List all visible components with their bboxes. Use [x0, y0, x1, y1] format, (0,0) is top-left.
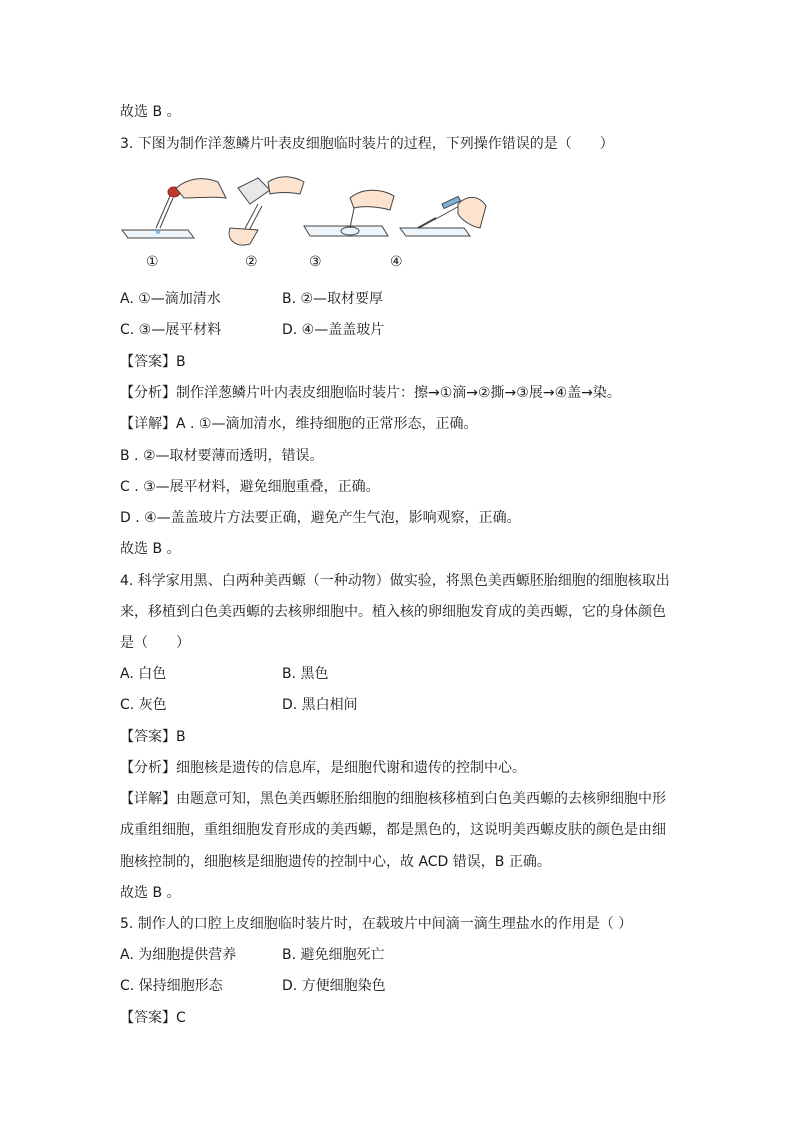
q3-option-d: D. ④—盖盖玻片 — [282, 322, 385, 338]
q5-stem: 5. 制作人的口腔上皮细胞临时装片时，在载玻片中间滴一滴生理盐水的作用是（ ） — [120, 916, 633, 932]
step2-forceps-drawing — [229, 177, 304, 245]
q4-option-c: C. 灰色 — [120, 697, 167, 713]
q3-option-b: B. ②—取材要厚 — [282, 291, 384, 307]
figure-label-4: ④ — [390, 254, 403, 270]
q3-option-a: A. ①—滴加清水 — [120, 291, 221, 307]
q4-stem-line: 4. 科学家用黑、白两种美西螈（一种动物）做实验，将黑色美西螈胚胎细胞的细胞核取出 — [120, 573, 670, 589]
q4-detail-line: 成重组细胞，重组细胞发育形成的美西螈，都是黑色的，这说明美西螈皮肤的颜色是由细 — [120, 822, 666, 838]
q3-detail-line: C . ③—展平材料，避免细胞重叠，正确。 — [120, 479, 380, 495]
step4-coverslip-drawing — [400, 196, 486, 236]
q4-conclusion: 故选 B 。 — [120, 885, 181, 901]
q4-detail-line: 胞核控制的，细胞核是细胞遗传的控制中心，故 ACD 错误，B 正确。 — [120, 854, 551, 870]
q4-option-b: B. 黑色 — [282, 666, 329, 682]
figure-label-3: ③ — [309, 254, 322, 270]
q3-analysis: 【分析】制作洋葱鳞片叶内表皮细胞临时装片：擦→①滴→②撕→③展→④盖→染。 — [120, 385, 621, 401]
q5-answer: 【答案】C — [120, 1010, 186, 1026]
slide-preparation-figure — [118, 168, 488, 248]
q3-option-c: C. ③—展平材料 — [120, 322, 222, 338]
q3-detail-line: D . ④—盖盖玻片方法要正确，避免产生气泡，影响观察，正确。 — [120, 510, 521, 526]
q3-stem: 3. 下图为制作洋葱鳞片叶表皮细胞临时装片的过程，下列操作错误的是（ ） — [120, 136, 614, 152]
q4-detail-line: 【详解】由题意可知，黑色美西螈胚胎细胞的细胞核移植到白色美西螈的去核卵细胞中形 — [120, 791, 666, 807]
q2-conclusion: 故选 B 。 — [120, 104, 181, 120]
q5-option-d: D. 方便细胞染色 — [282, 978, 386, 994]
step3-needle-drawing — [304, 190, 394, 236]
figure-label-1: ① — [146, 254, 159, 270]
step1-dropper-drawing — [122, 179, 226, 238]
q4-option-a: A. 白色 — [120, 666, 167, 682]
q4-analysis: 【分析】细胞核是遗传的信息库，是细胞代谢和遗传的控制中心。 — [120, 760, 526, 776]
q3-conclusion: 故选 B 。 — [120, 541, 181, 557]
q4-option-d: D. 黑白相间 — [282, 697, 358, 713]
q4-stem-line: 来，移植到白色美西螈的去核卵细胞中。植入核的卵细胞发育成的美西螈，它的身体颜色 — [120, 604, 666, 620]
q5-option-b: B. 避免细胞死亡 — [282, 947, 385, 963]
q5-option-a: A. 为细胞提供营养 — [120, 947, 237, 963]
figure-label-2: ② — [245, 254, 258, 270]
q3-detail-line: B . ②—取材要薄而透明，错误。 — [120, 448, 324, 464]
q3-detail-line: 【详解】A . ①—滴加清水，维持细胞的正常形态，正确。 — [120, 416, 478, 432]
q3-answer: 【答案】B — [120, 354, 186, 370]
q5-option-c: C. 保持细胞形态 — [120, 978, 223, 994]
q4-stem-line: 是（ ） — [120, 635, 190, 651]
q4-answer: 【答案】B — [120, 729, 186, 745]
